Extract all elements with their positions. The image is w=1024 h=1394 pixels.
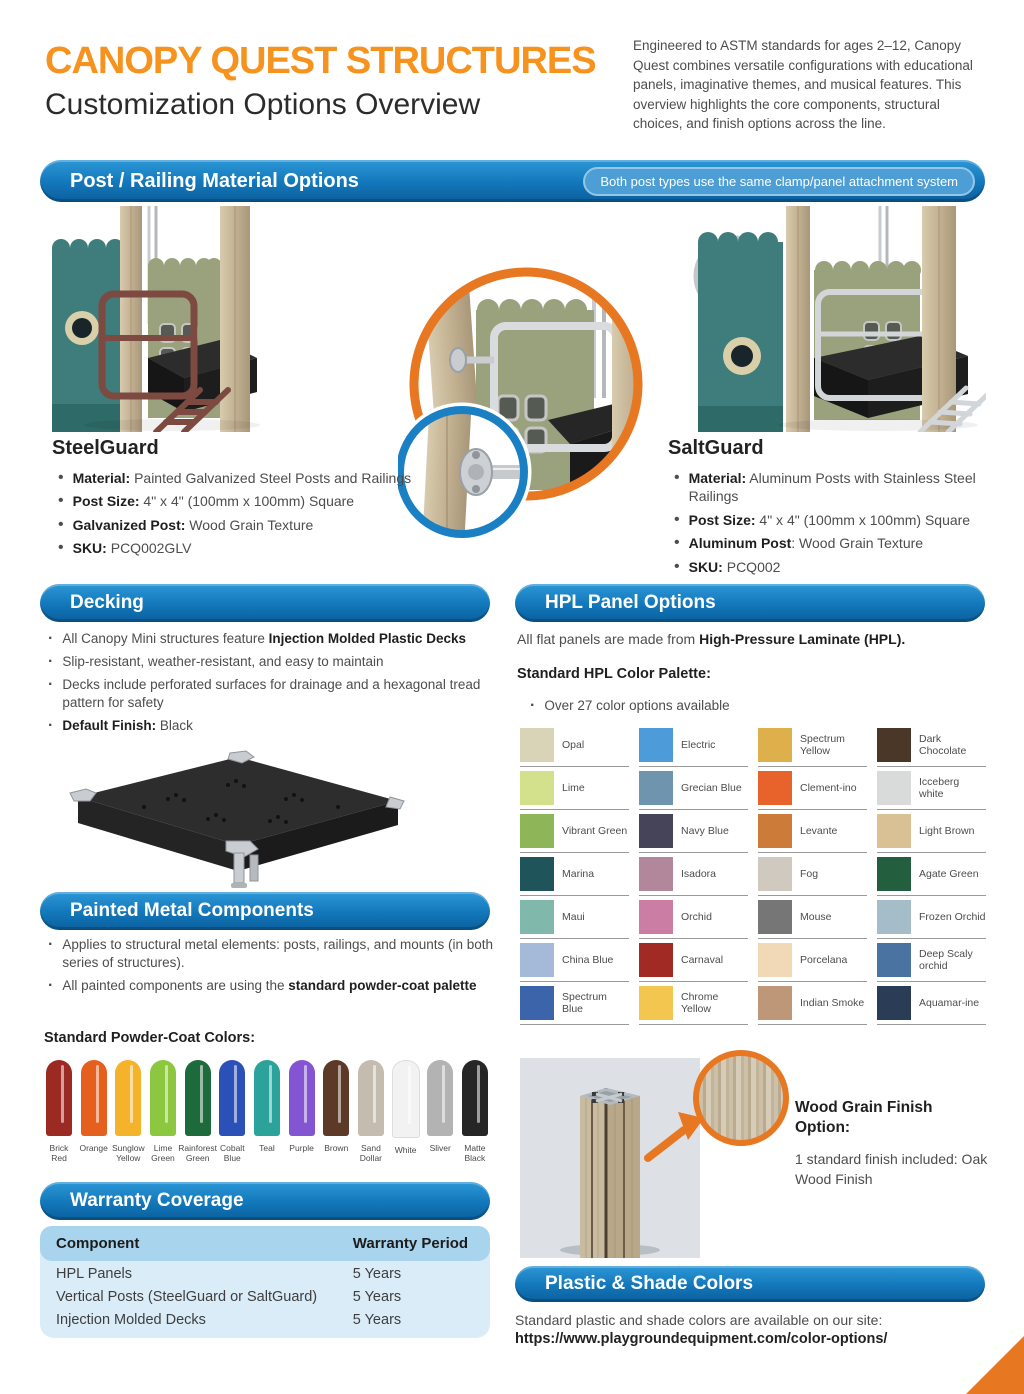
color-capsule xyxy=(219,1060,245,1136)
decking-banner-title: Decking xyxy=(70,592,144,613)
hpl-color-cell: Porcelana xyxy=(758,939,867,982)
powder-color: Matte Black xyxy=(458,1060,492,1163)
decking-block xyxy=(42,630,492,740)
color-swatch xyxy=(639,857,673,891)
color-capsule xyxy=(81,1060,107,1136)
saltguard-block xyxy=(668,437,990,581)
hpl-banner xyxy=(515,584,985,622)
color-swatch xyxy=(639,943,673,977)
color-swatch xyxy=(877,771,911,805)
hpl-lead: All flat panels are made from High-Pressure Laminate (HPL). xyxy=(517,631,906,647)
color-capsule xyxy=(427,1060,453,1136)
orange-corner-decoration xyxy=(966,1336,1024,1394)
color-swatch xyxy=(520,857,554,891)
hpl-color-cell: Spectrum Blue xyxy=(520,982,629,1025)
plastic-shade-banner-title: Plastic & Shade Colors xyxy=(545,1273,754,1294)
powder-color: Brown xyxy=(319,1060,353,1163)
color-swatch xyxy=(877,857,911,891)
list-item: · All painted components are using the standard powder-coat palette xyxy=(42,977,494,995)
list-item: • Material: Painted Galvanized Steel Posts and Railings xyxy=(52,469,472,487)
wood-grain-body: 1 standard finish included: Oak Wood Finish xyxy=(795,1151,988,1187)
table-row: Vertical Posts (SteelGuard or SaltGuard) 5 Years xyxy=(56,1289,402,1305)
color-swatch xyxy=(877,943,911,977)
color-capsule xyxy=(150,1060,176,1136)
attachment-note-pill: Both post types use the same clamp/panel attachment system xyxy=(583,167,975,196)
saltguard-bullets xyxy=(668,469,990,576)
hpl-banner-title: HPL Panel Options xyxy=(545,592,716,613)
hpl-color-cell: Agate Green xyxy=(877,853,986,896)
color-capsule xyxy=(462,1060,488,1136)
hpl-palette-note xyxy=(524,697,964,720)
hpl-palette-heading: Standard HPL Color Palette: xyxy=(517,666,711,682)
hpl-color-cell: Marina xyxy=(520,853,629,896)
color-capsule xyxy=(115,1060,141,1136)
hpl-color-cell: Electric xyxy=(639,724,748,767)
list-item: • Material: Aluminum Posts with Stainless Steel Railings xyxy=(668,469,990,506)
powder-color: Lime Green xyxy=(146,1060,180,1163)
post-railing-banner xyxy=(40,160,985,202)
color-swatch xyxy=(758,728,792,762)
color-swatch xyxy=(758,857,792,891)
hpl-color-cell: Aquamar-ine xyxy=(877,982,986,1025)
list-item: · Default Finish: Black xyxy=(42,717,492,735)
color-swatch xyxy=(639,814,673,848)
color-swatch xyxy=(639,900,673,934)
list-item: · All Canopy Mini structures feature Injection Molded Plastic Decks xyxy=(42,630,492,648)
table-row: Injection Molded Decks 5 Years xyxy=(56,1312,402,1328)
page-subtitle: Customization Options Overview xyxy=(45,88,481,121)
warranty-table xyxy=(40,1226,490,1338)
steelguard-structure-photo xyxy=(52,206,270,432)
list-item: • SKU: PCQ002GLV xyxy=(52,539,472,557)
hpl-color-cell: Navy Blue xyxy=(639,810,748,853)
color-options-link[interactable]: https://www.playgroundequipment.com/color-options/ xyxy=(515,1331,888,1347)
warranty-banner xyxy=(40,1182,490,1220)
warranty-banner-title: Warranty Coverage xyxy=(70,1190,244,1211)
hpl-color-cell: Mouse xyxy=(758,896,867,939)
plastic-deck-photo xyxy=(48,737,418,889)
painted-metal-banner-title: Painted Metal Components xyxy=(70,900,314,921)
color-swatch xyxy=(639,771,673,805)
list-item: • SKU: PCQ002 xyxy=(668,558,990,576)
powder-color: Cobalt Blue xyxy=(215,1060,249,1163)
color-swatch xyxy=(520,943,554,977)
powder-color: Sliver xyxy=(423,1060,457,1163)
plastic-shade-banner xyxy=(515,1266,985,1302)
color-capsule xyxy=(254,1060,280,1136)
hpl-color-grid xyxy=(520,724,986,1025)
list-item: • Aluminum Post: Wood Grain Texture xyxy=(668,534,990,552)
color-capsule xyxy=(46,1060,72,1136)
powder-coat-swatches xyxy=(42,1060,492,1163)
hpl-color-cell: Maui xyxy=(520,896,629,939)
color-capsule xyxy=(289,1060,315,1136)
list-item: · Slip-resistant, weather-resistant, and easy to maintain xyxy=(42,653,492,671)
color-swatch xyxy=(877,900,911,934)
powder-color: Sand Dollar xyxy=(354,1060,388,1163)
color-swatch xyxy=(758,943,792,977)
hpl-color-cell: Fog xyxy=(758,853,867,896)
post-railing-banner-title: Post / Railing Material Options xyxy=(70,169,359,192)
saltguard-heading: SaltGuard xyxy=(668,437,764,459)
list-item: · Over 27 color options available xyxy=(524,697,964,715)
color-swatch xyxy=(758,900,792,934)
list-item: • Post Size: 4" x 4" (100mm x 100mm) Square xyxy=(668,511,990,529)
list-item: · Decks include perforated surfaces for drainage and a hexagonal tread pattern for safety xyxy=(42,676,492,712)
hpl-color-cell: Deep Scaly orchid xyxy=(877,939,986,982)
hpl-color-cell: Clement-ino xyxy=(758,767,867,810)
color-swatch xyxy=(758,986,792,1020)
hpl-color-cell: Levante xyxy=(758,810,867,853)
color-capsule xyxy=(323,1060,349,1136)
color-swatch xyxy=(520,986,554,1020)
color-swatch xyxy=(877,728,911,762)
color-swatch xyxy=(639,986,673,1020)
painted-metal-banner xyxy=(40,892,490,930)
color-swatch xyxy=(877,814,911,848)
color-swatch xyxy=(758,814,792,848)
intro-paragraph: Engineered to ASTM standards for ages 2–12, Canopy Quest combines versatile configurations with educational panels, imaginative themes, and musical features. This overview highlights the core components, structural choices, and finish options across the line. xyxy=(633,38,973,132)
color-swatch xyxy=(520,900,554,934)
color-swatch xyxy=(520,814,554,848)
hpl-color-cell: Indian Smoke xyxy=(758,982,867,1025)
teal-panel xyxy=(698,232,783,432)
page-title: CANOPY QUEST STRUCTURES xyxy=(45,40,596,82)
hpl-color-cell: Carnaval xyxy=(639,939,748,982)
color-swatch xyxy=(877,986,911,1020)
hpl-color-cell: Isadora xyxy=(639,853,748,896)
color-capsule xyxy=(185,1060,211,1136)
table-row: HPL Panels 5 Years xyxy=(56,1266,402,1282)
list-item: • Post Size: 4" x 4" (100mm x 100mm) Square xyxy=(52,492,472,510)
warranty-table-header xyxy=(40,1226,490,1261)
color-swatch xyxy=(520,771,554,805)
painted-metal-block xyxy=(42,936,494,1000)
painted-metal-bullets xyxy=(42,936,494,995)
hpl-color-cell: Chrome Yellow xyxy=(639,982,748,1025)
color-capsule xyxy=(392,1060,420,1138)
column-header: Component xyxy=(56,1235,140,1252)
powder-color: White xyxy=(389,1060,423,1163)
saltguard-structure-photo xyxy=(668,206,986,432)
powder-coat-heading: Standard Powder-Coat Colors: xyxy=(44,1030,256,1046)
steelguard-bullets xyxy=(52,469,472,558)
hpl-color-cell: Opal xyxy=(520,724,629,767)
hpl-color-cell: Spectrum Yellow xyxy=(758,724,867,767)
wood-grain-heading: Wood Grain Finish Option: xyxy=(795,1099,933,1137)
powder-color: Teal xyxy=(250,1060,284,1163)
hpl-color-cell: Orchid xyxy=(639,896,748,939)
hpl-color-cell: Vibrant Green xyxy=(520,810,629,853)
color-swatch xyxy=(639,728,673,762)
powder-color: Rainforest Green xyxy=(181,1060,215,1163)
column-header: Warranty Period xyxy=(352,1235,469,1252)
plastic-shade-text: Standard plastic and shade colors are available on our site: xyxy=(515,1312,883,1328)
powder-color: Sunglow Yellow xyxy=(111,1060,145,1163)
list-item: · Applies to structural metal elements: posts, railings, and mounts (in both series of structures). xyxy=(42,936,494,972)
decking-bullets xyxy=(42,630,492,735)
hpl-color-cell: Frozen Orchid xyxy=(877,896,986,939)
powder-color: Brick Red xyxy=(42,1060,76,1163)
color-swatch xyxy=(520,728,554,762)
hpl-color-cell: China Blue xyxy=(520,939,629,982)
powder-color: Orange xyxy=(77,1060,111,1163)
hpl-color-cell: Icceberg white xyxy=(877,767,986,810)
hpl-color-cell: Grecian Blue xyxy=(639,767,748,810)
color-capsule xyxy=(358,1060,384,1136)
hpl-color-cell: Lime xyxy=(520,767,629,810)
wood-grain-zoom-circle xyxy=(693,1050,789,1146)
hpl-color-cell: Light Brown xyxy=(877,810,986,853)
list-item: • Galvanized Post: Wood Grain Texture xyxy=(52,516,472,534)
decking-banner xyxy=(40,584,490,622)
color-swatch xyxy=(758,771,792,805)
powder-color: Purple xyxy=(285,1060,319,1163)
steelguard-block xyxy=(52,437,472,563)
hpl-color-cell: Dark Chocolate xyxy=(877,724,986,767)
steelguard-heading: SteelGuard xyxy=(52,437,159,459)
